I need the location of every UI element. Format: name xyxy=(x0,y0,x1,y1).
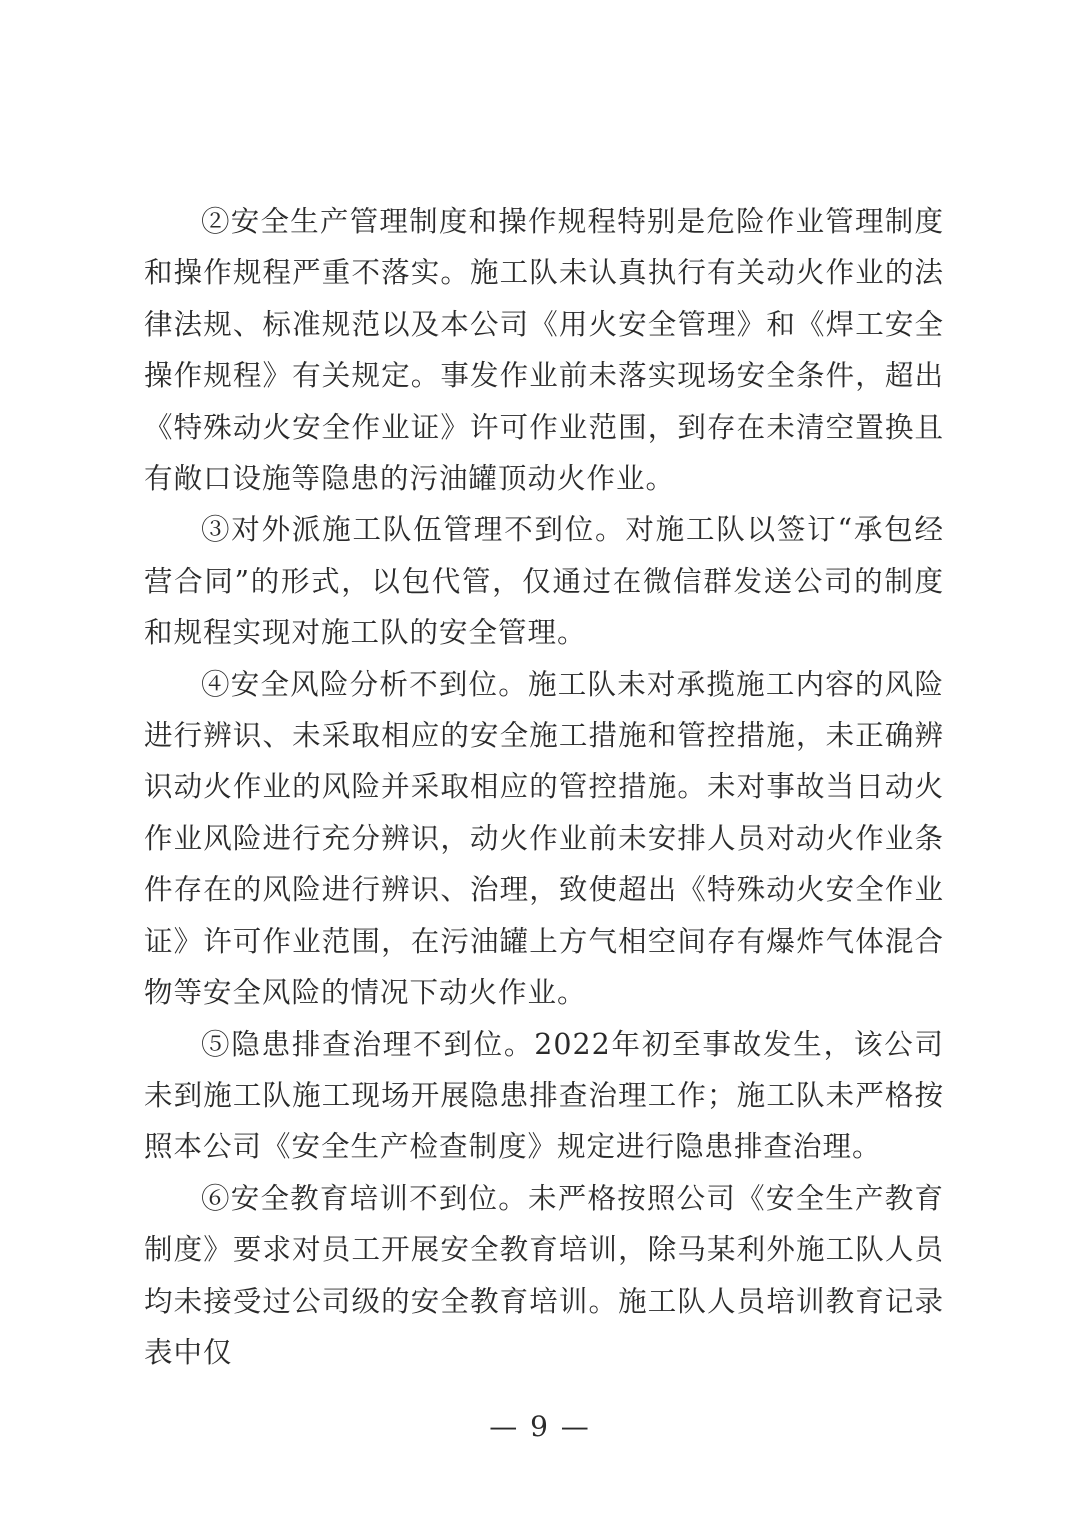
document-body xyxy=(144,196,944,1378)
paragraph-5: ⑤隐患排查治理不到位。2022年初至事故发生，该公司未到施工队施工现场开展隐患排查治理工作；施工队未严格按照本公司《安全生产检查制度》规定进行隐患排查治理。 xyxy=(144,1027,944,1164)
page-number: — 9 — xyxy=(489,1410,591,1443)
paragraph-4: ④安全风险分析不到位。施工队未对承揽施工内容的风险进行辨识、未采取相应的安全施工措施和管控措施，未正确辨识动火作业的风险并采取相应的管控措施。未对事故当日动火作业风险进行充分辨识，动火作业前未安排人员对动火作业条件存在的风险进行辨识、治理，致使超出《特殊动火安全作业证》许可作业范围，在污油罐上方气相空间存有爆炸气体混合物等安全风险的情况下动火作业。 xyxy=(144,667,944,1010)
paragraph-3: ③对外派施工队伍管理不到位。对施工队以签订“承包经营合同”的形式，以包代管，仅通过在微信群发送公司的制度和规程实现对施工队的安全管理。 xyxy=(144,513,944,650)
paragraph-6: ⑥安全教育培训不到位。未严格按照公司《安全生产教育制度》要求对员工开展安全教育培训，除马某利外施工队人员均未接受过公司级的安全教育培训。施工队人员培训教育记录表中仅 xyxy=(144,1181,944,1369)
paragraph-2: ②安全生产管理制度和操作规程特别是危险作业管理制度和操作规程严重不落实。施工队未认真执行有关动火作业的法律法规、标准规范以及本公司《用火安全管理》和《焊工安全操作规程》有关规定。事发作业前未落实现场安全条件，超出《特殊动火安全作业证》许可作业范围，到存在未清空置换且有敞口设施等隐患的污油罐顶动火作业。 xyxy=(144,205,944,496)
